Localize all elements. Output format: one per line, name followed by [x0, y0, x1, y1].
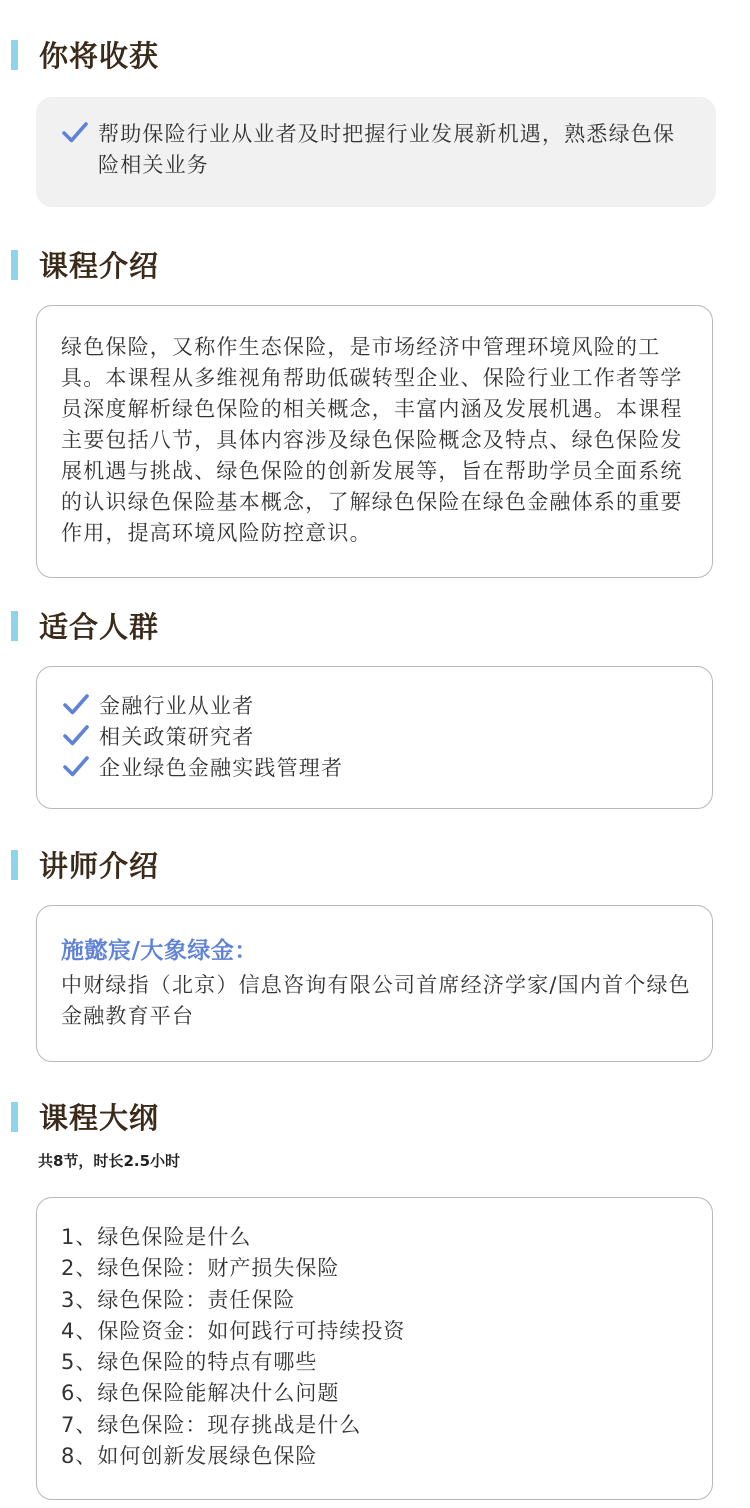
section-accent-bar — [11, 1102, 18, 1132]
outline-item: 6、绿色保险能解决什么问题 — [61, 1381, 340, 1406]
check-icon — [62, 120, 88, 146]
outline-item: 8、如何创新发展绿色保险 — [61, 1444, 318, 1469]
audience-item-text: 相关政策研究者 — [99, 725, 255, 749]
section-header-outline — [0, 1100, 750, 1140]
check-icon — [63, 723, 89, 749]
gains-card — [36, 97, 716, 207]
section-accent-bar — [11, 250, 18, 280]
audience-item-text: 企业绿色金融实践管理者 — [99, 756, 344, 780]
audience-item-text: 金融行业从业者 — [99, 694, 255, 718]
intro-card — [36, 305, 713, 578]
check-icon — [63, 754, 89, 780]
outline-card — [36, 1197, 713, 1500]
audience-item — [63, 691, 690, 722]
section-header-teacher — [0, 848, 750, 888]
outline-summary: 共8节，时长2.5小时 — [38, 1152, 181, 1170]
section-accent-bar — [11, 611, 18, 641]
section-title-outline: 课程大纲 — [39, 1101, 160, 1135]
section-accent-bar — [11, 850, 18, 880]
section-title-gains: 你将收获 — [39, 39, 160, 73]
audience-item — [63, 753, 690, 784]
section-title-intro: 课程介绍 — [39, 249, 160, 283]
gains-item-text: 帮助保险行业从业者及时把握行业发展新机遇，熟悉绿色保险相关业务 — [98, 122, 676, 177]
outline-item: 5、绿色保险的特点有哪些 — [61, 1350, 318, 1375]
outline-item: 3、绿色保险：责任保险 — [61, 1287, 296, 1312]
check-icon — [63, 692, 89, 718]
section-title-audience: 适合人群 — [39, 610, 160, 644]
teacher-name: 施懿宸/大象绿金： — [61, 938, 258, 964]
section-title-teacher: 讲师介绍 — [39, 849, 160, 883]
audience-card — [36, 666, 713, 809]
gains-item — [62, 119, 692, 181]
section-header-gains — [0, 38, 750, 78]
section-header-audience — [0, 609, 750, 649]
section-accent-bar — [11, 40, 18, 70]
intro-text: 绿色保险，又称作生态保险，是市场经济中管理环境风险的工具。本课程从多维视角帮助低碳转型企业、保险行业工作者等学员深度解析绿色保险的相关概念，丰富内涵及发展机遇。本课程主要包括八节，具体内容涉及绿色保险概念及特点、绿色保险发展机遇与挑战、绿色保险的创新发展等，旨在帮助学员全面系统的认识绿色保险基本概念，了解绿色保险在绿色金融体系的重要作用，提高环境风险防控意识。 — [61, 335, 683, 545]
outline-item: 7、绿色保险：现存挑战是什么 — [61, 1412, 362, 1437]
outline-item: 1、绿色保险是什么 — [61, 1225, 252, 1249]
audience-item — [63, 722, 690, 753]
teacher-bio: 中财绿指（北京）信息咨询有限公司首席经济学家/国内首个绿色金融教育平台 — [61, 973, 691, 1028]
section-header-intro — [0, 248, 750, 288]
outline-item: 4、保险资金：如何践行可持续投资 — [61, 1318, 406, 1343]
outline-list — [61, 1222, 692, 1472]
teacher-card — [36, 905, 713, 1062]
outline-item: 2、绿色保险：财产损失保险 — [61, 1256, 340, 1281]
